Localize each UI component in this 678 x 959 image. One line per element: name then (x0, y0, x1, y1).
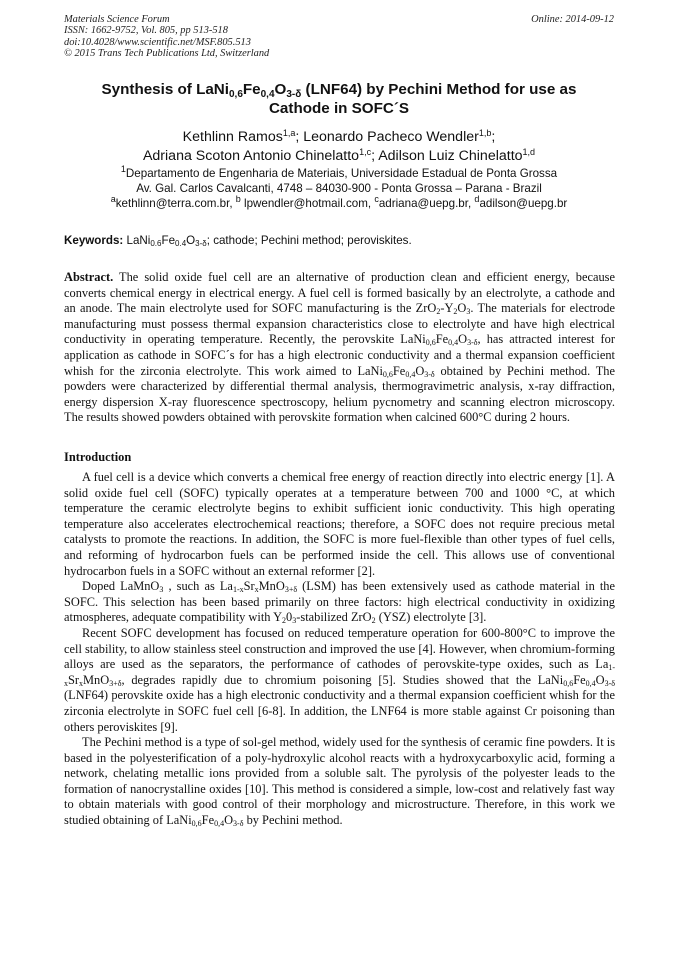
intro-paragraph-2: Doped LaMnO$_3$ , such as $La_{1-x}Sr_xMnO_{3+\delta}$ (LSM) has been extensively used as cathode material in the SOFC. This selection has been based primarily on three factors: high electrical conductivity in oxidizing atmospheres, adequate compatibility with $Y_20_3$-stabilized ZrO$_2$ (YSZ) electrolyte [3]. (64, 579, 615, 626)
journal-name: Materials Science Forum (64, 14, 170, 25)
introduction-section (64, 470, 615, 829)
keywords-line: Keywords: $LaNi_{0.6}Fe_{0.4}O_{3-\delta}$; cathode; Pechini method; peroviskites. (64, 234, 412, 248)
intro-paragraph-1: A fuel cell is a device which converts a chemical free energy of reaction directly into electric energy [1]. A solid oxide fuel cell (SOFC) typically operates at a temperature between 700 and 1000 °C, at which temperature the ceramic electrolyte begins to exhibit sufficient ionic conductivity. This high operating temperature also accelerates electrochemical reactions; therefore, a SOFC does not require precious metal catalysts to promote the reactions. In addition, the SOFC is more fuel-flexible than other types of fuel cells, and reforming of hydrocarbon fuels can be performed inside the cell. This allows use of conventional hydrocarbon fuels in a SOFC without an external reformer [2]. (64, 470, 615, 578)
author-line-2: Adriana Scoton Antonio Chinelatto$^{1,c}$; Adilson Luiz Chinelatto$^{1,d}$ (142, 147, 536, 164)
online-date: Online: 2014-09-12 (531, 14, 614, 25)
keywords-label: Keywords: (64, 234, 124, 247)
abstract-paragraph: Abstract. The solid oxide fuel cell are an alternative of production clean and efficient energy, because converts chemical energy in electrical energy. A fuel cell is formed basically by an electrolyte, a cathode and an anode. The main electrolyte used for SOFC manufacturing is the $ZrO_2-Y_2O_3$. The materials for electrode manufacturing must possess thermal expansion characteristics close to electrolyte and have high electrical conductivity in operating temperature. Recently, the perovskite $LaNi_{0,6}Fe_{0,4}O_{3-\delta}$, has attracted interest for application as cathode in SOFC´s for has a high electronic conductivity and a thermal expansion coefficient whish for the zirconia electrolyte. This work aimed to $LaNi_{0,6}Fe_{0,4}O_{3-\delta}$ obtained by Pechini method. The powders were characterized by differential thermal analysis, thermogravimetric analysis, x-ray diffraction, energy dispersion X-ray fluorescence spectroscopy, helium pycnometry and scanning electron microscopy. The results showed powders obtained with perovskite formation when calcined 600°C during 2 hours. (64, 270, 616, 425)
title-line-2: Cathode in SOFC´S (268, 100, 410, 117)
abstract-section (64, 270, 615, 426)
author-emails: $^a$kethlinn@terra.com.br, $^b$ lpwendler@hotmail.com, $^c$adriana@uepg.br, $^d$adilson@uepg.br (110, 194, 568, 210)
intro-paragraph-3: Recent SOFC development has focused on reduced temperature operation for 600-800°C to improve the cell stability, to allow stainless steel construction and improved the use [4]. However, when chromium-forming alloys are used as the separators, the performance of cathodes of perovskite-type oxides, such as $La_{1-x}Sr_xMnO_{3+\delta}$, degrades rapidly due to chromium poisoning [5]. Studies showed that the $LaNi_{0,6}Fe_{0,4}O_{3-\delta}$ (LNF64) perovskite oxide has a high electronic conductivity and a thermal expansion coefficient whish for the zirconia electrolyte in SOFC fuel cell [6-8]. In addition, the LNF64 is more stable against Cr poisoning than others peroviskites [9]. (64, 625, 615, 734)
doi-line: doi:10.4028/www.scientific.net/MSF.805.513 (64, 36, 251, 48)
author-name: Leonardo Pacheco Wendler (303, 129, 479, 145)
author-name: Adriana Scoton Antonio Chinelatto (142, 148, 360, 164)
paper-title (64, 80, 614, 118)
issn-line: ISSN: 1662-9752, Vol. 805, pp 513-518 (64, 25, 228, 37)
email-link[interactable]: adriana@uepg.br, (378, 197, 475, 210)
author-list (64, 128, 614, 166)
title-line-1: Synthesis of $LaNi_{0,6}Fe_{0,4}O_{3-\delta}$ (LNF64) by Pechini Method for use as (101, 81, 577, 100)
abstract-label: Abstract. (64, 270, 114, 284)
intro-paragraph-4: The Pechini method is a type of sol-gel method, widely used for the synthesis of ceramic fine powders. It is based in the polyesterification of a poly-hydroxylic alcohol reacts with a hydroxycarboxylic acid, forming a network, chelating metallic ions provided from a soluble salt. The pyrolysis of the polyester leads to the formation of nanocrystalline oxides [10]. This method is considered a simple, low-cost and relatively fast way to obtain materials with good control of their morphology and microstructure. Therefore, in this work we studied obtaining of $LaNi_{0,6}Fe_{0,4}O_{3-\delta}$ by Pechini method. (64, 735, 616, 829)
introduction-heading: Introduction (64, 450, 132, 464)
affiliation-line-1: $^1$Departamento de Engenharia de Materiais, Universidade Estadual de Ponta Grossa (120, 164, 558, 180)
affiliation-line-2: Av. Gal. Carlos Cavalcanti, 4748 – 84030-900 - Ponta Grossa – Parana - Brazil (136, 182, 542, 195)
author-name: Kethlinn Ramos (182, 129, 283, 145)
email-link[interactable]: adilson@uepg.br (479, 197, 568, 210)
journal-header (64, 14, 269, 60)
email-link[interactable]: kethlinn@terra.com.br, (115, 197, 236, 210)
email-link[interactable]: lpwendler@hotmail.com, (240, 197, 375, 210)
affiliation-block (64, 166, 614, 211)
copyright-line: © 2015 Trans Tech Publications Ltd, Switzerland (64, 48, 270, 60)
author-line-1: Kethlinn Ramos$^{1,a}$; Leonardo Pacheco Wendler$^{1,b}$; (182, 128, 496, 145)
author-name: Adilson Luiz Chinelatto (378, 148, 523, 164)
